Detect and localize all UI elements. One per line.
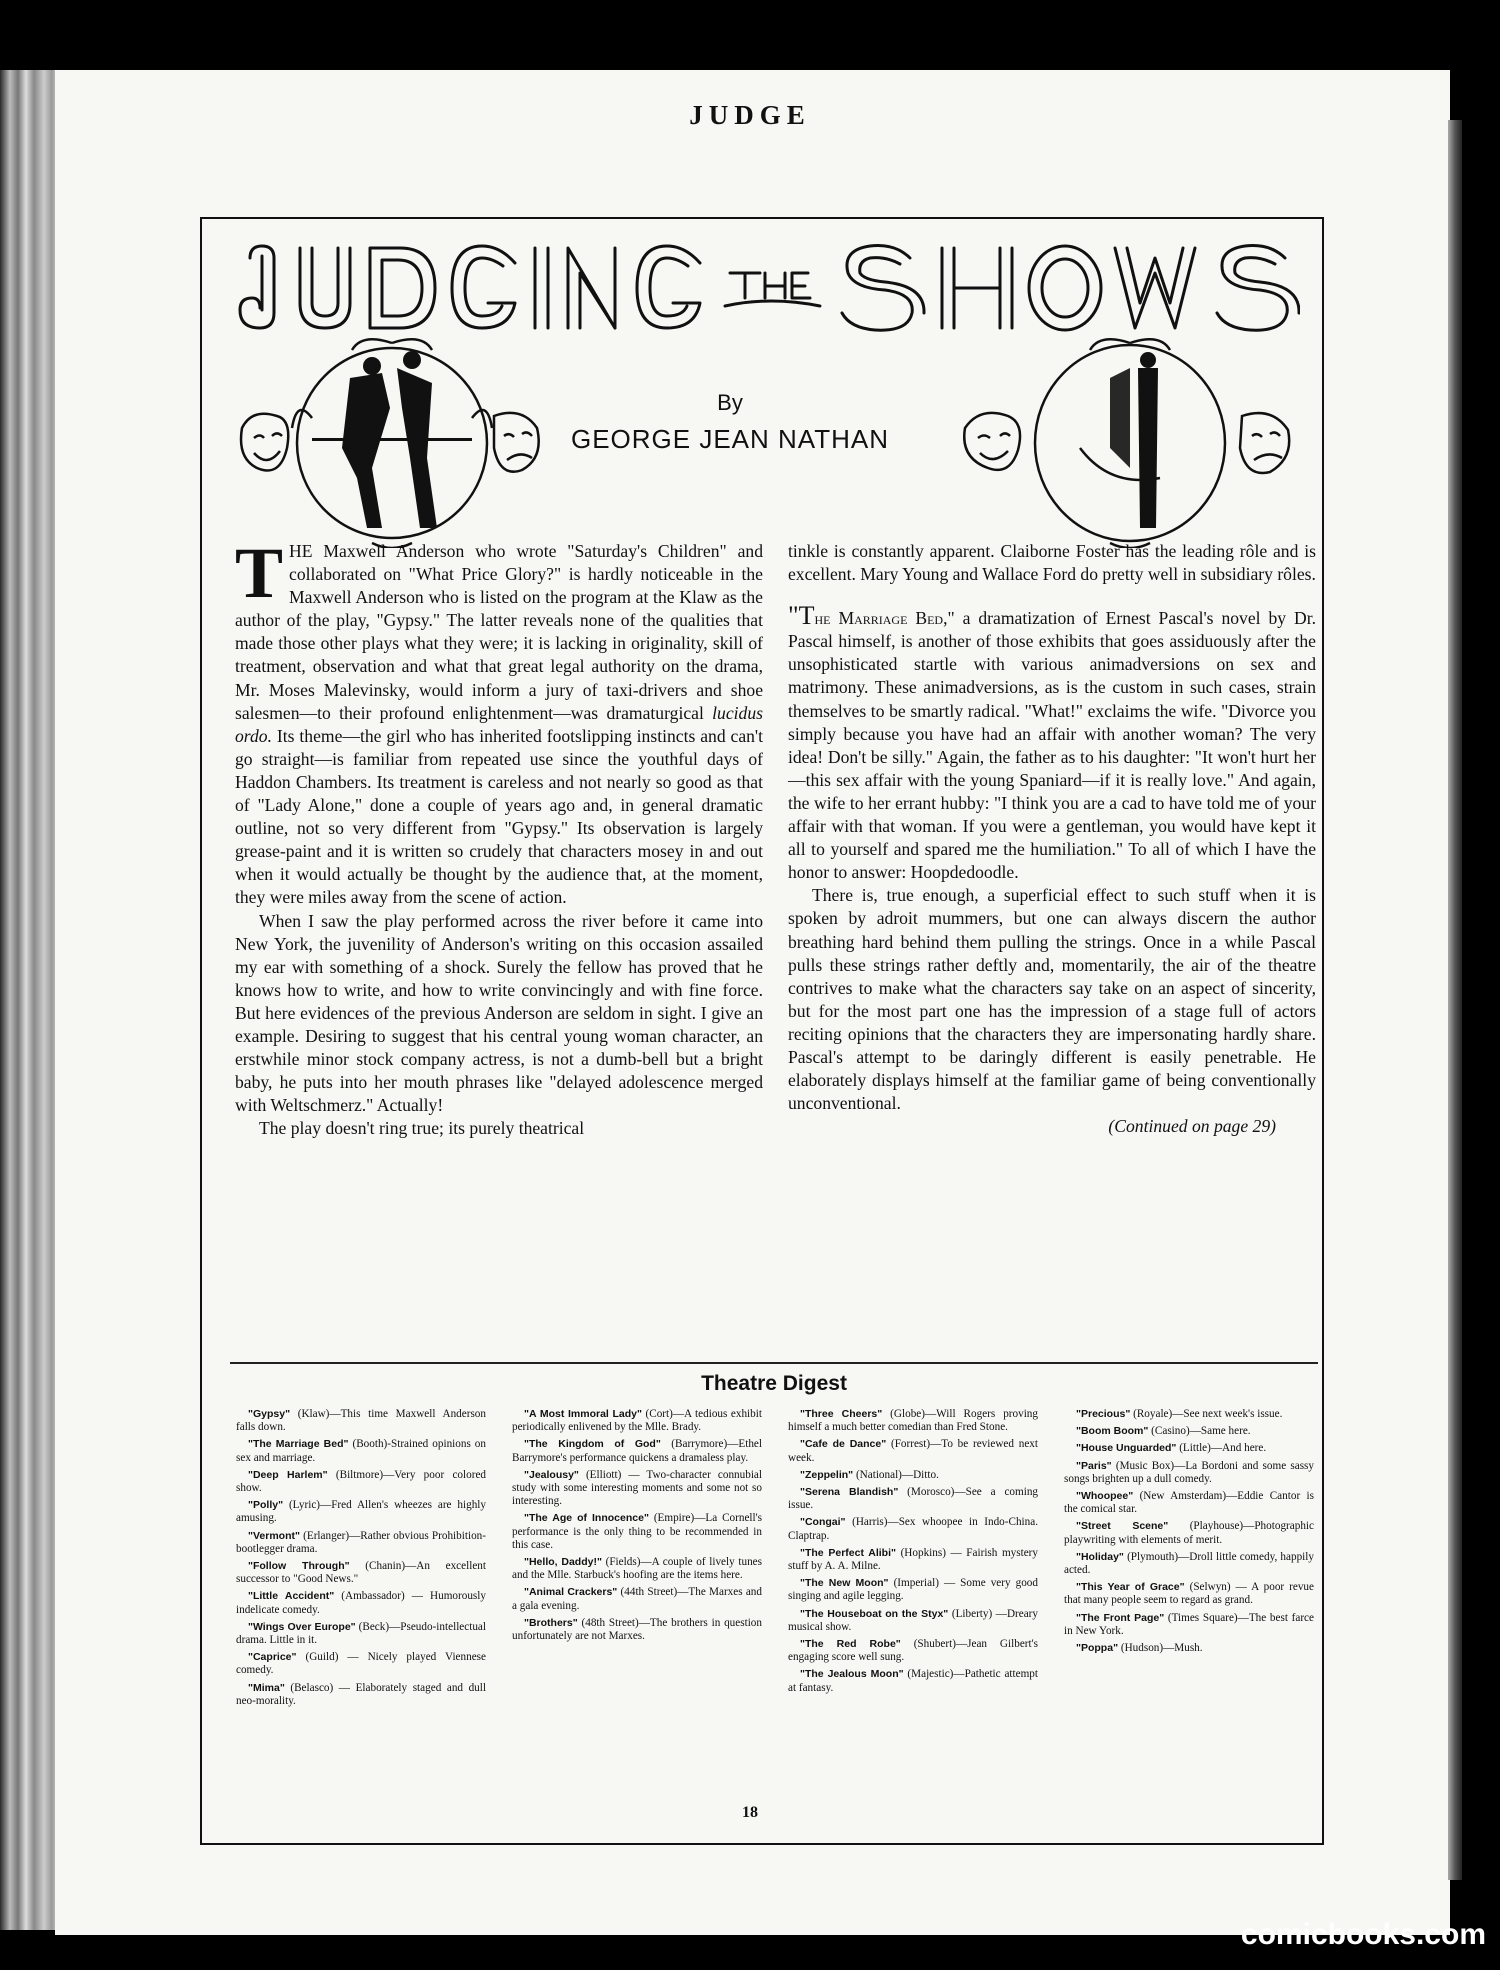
section-divider [230,1362,1318,1364]
paragraph: The play doesn't ring true; its purely theatrical [259,1118,585,1139]
left-dancers-vignette [232,338,550,548]
digest-entry [1064,1551,1314,1577]
digest-entry [512,1408,762,1434]
digest-column-2 [512,1408,762,1647]
show-title: "Wings Over Europe" [248,1620,356,1633]
show-summary: (Lyric)—Fred Allen's wheezes are highly amusing. [236,1499,486,1525]
show-summary: (48th Street)—The brothers in question unfortunately are not Marxes. [512,1616,762,1643]
show-title: "Little Accident" [248,1590,335,1603]
digest-entry [788,1516,1038,1542]
digest-entry [512,1617,762,1643]
show-title: "Gypsy" [248,1408,291,1420]
show-title: "Animal Crackers" [524,1586,618,1599]
show-summary: (Cort)—A tedious exhibit periodically enlivened by the Mlle. Brady. [512,1408,762,1434]
show-summary: (Plymouth)—Droll little comedy, happily acted. [1064,1550,1314,1577]
show-summary: (Elliott) — Two-character connubial study with some interesting moments and some not so interesting. [512,1468,762,1508]
digest-entry [1064,1442,1314,1455]
show-title: "Jealousy" [524,1468,579,1481]
show-title: "The Perfect Alibi" [800,1546,896,1559]
digest-entry [512,1586,762,1612]
digest-column-3 [788,1408,1038,1699]
paragraph: THE Maxwell Anderson who wrote "Saturday's Children" and collaborated on "What Price Glory?" is hardly noticeable in the Maxwell Anderson who is listed on the program at the Klaw as the author of the play, "Gypsy." The latter reveals none of the qualities that made those other plays what they were; it is lacking in originality, skill of treatment, observation and what that great legal authority on the drama, Mr. Moses Malevinsky, would inform a jury of taxi-drivers and shoe salesmen—to their profound enlightenment—was dramaturgical lucidus ordo. Its theme—the girl who has inherited footslipping instincts and can't go straight—is familiar from repeated use since the youthful days of Haddon Chambers. Its treatment is careless and not nearly so good as that of "Lady Alone," done a couple of years ago and, in general dramatic outline, not so very different from "Gypsy." Its observation is largely grease-paint and it is written so crudely that characters mosey in and out when it would actually be thought by the audience that, at the moment, they were miles away from the scene of action. [235,533,763,908]
byline-by: By [717,390,743,415]
show-title: "The Marriage Bed" [248,1438,349,1451]
digest-title: Theatre Digest [701,1372,847,1395]
show-summary: (Selwyn) — A poor revue that many people seem to regard as grand. [1064,1581,1314,1607]
show-title: "Street Scene" [1076,1520,1169,1533]
banner-title [230,228,1300,348]
show-title: "Zeppelin" [800,1468,854,1481]
paragraph: There is, true enough, a superficial effect to such stuff when it is spoken by adroit mummers, but one can always discern the author breathing hard behind them pulling the strings. Once in a while Pascal pulls these strings rather deftly and, momentarily, the air of the theatre contrives to make what the characters say take on an aspect of sincerity, but for the most part one has the impression of a stage full of actors reciting opinions that the characters they are impersonating hardly share. Pascal's attempt to be daringly different is easily penetrable. He elaborately displays himself at the familiar game of being conventionally unconventional. [788,885,1316,1114]
comedy-mask-icon [964,413,1020,470]
digest-entry [236,1651,486,1677]
show-title: "The New Moon" [800,1577,889,1590]
digest-entry [788,1577,1038,1603]
page-number: 18 [742,1804,758,1821]
byline [560,390,900,455]
digest-entry [512,1556,762,1582]
show-summary: (Majestic)—Pathetic attempt at fantasy. [788,1668,1038,1694]
show-title: "House Unguarded" [1076,1442,1177,1455]
show-summary: (Times Square)—The best farce in New York. [1064,1611,1314,1637]
show-title: "Whoopee" [1076,1490,1134,1503]
book-page-edges [0,70,60,1930]
show-title: "A Most Immoral Lady" [524,1408,642,1420]
show-summary: (Shubert)—Jean Gilbert's engaging score well sung. [788,1638,1038,1664]
show-title: "Three Cheers" [800,1408,883,1420]
digest-entry [236,1530,486,1556]
digest-entry [236,1469,486,1495]
show-title: "Follow Through" [248,1560,350,1573]
show-summary: (Playhouse)—Photographic playwriting with elements of merit. [1064,1520,1314,1546]
show-title: "Hello, Daddy!" [524,1556,602,1569]
digest-entry [788,1608,1038,1634]
right-dancers-vignette [960,338,1300,548]
digest-entry [1064,1612,1314,1638]
show-title: "Polly" [248,1499,284,1512]
watermark: comicbooks.com [1240,1918,1486,1951]
byline-author: GEORGE JEAN NATHAN [570,424,889,454]
show-title: "The Houseboat on the Styx" [800,1607,949,1620]
show-summary: (Globe)—Will Rogers proving himself a much better comedian than Fred Stone. [788,1408,1038,1434]
show-summary: (National)—Ditto. [853,1468,939,1481]
show-summary: (Klaw)—This time Maxwell Anderson falls down. [236,1408,486,1434]
show-summary: (Liberty) —Dreary musical show. [788,1607,1039,1633]
show-title: "The Jealous Moon" [800,1668,904,1681]
paragraph: tinkle is constantly apparent. Claiborne Foster has the leading rôle and is excellent. Mary Young and Wallace Ford do pretty well in subsidiary rôles. [788,541,1316,585]
binding-shadow [1448,120,1462,1880]
show-summary: (Little)—And here. [1176,1442,1267,1455]
digest-entry [236,1499,486,1525]
show-title: "Brothers" [524,1616,578,1629]
digest-entry [512,1512,762,1552]
digest-entry [512,1438,762,1464]
show-summary: (Music Box)—La Bordoni and some sassy songs brighten up a dull comedy. [1064,1459,1314,1485]
show-title: "Caprice" [248,1651,297,1664]
show-title: "The Red Robe" [800,1638,901,1651]
tragedy-mask-icon [1240,413,1289,473]
digest-entry [236,1438,486,1464]
digest-column-1 [236,1408,486,1712]
show-summary: (44th Street)—The Marxes and a gala evening. [512,1586,762,1612]
digest-column-4 [1064,1408,1314,1659]
tragedy-mask-icon [494,413,539,472]
show-title: "Vermont" [248,1529,300,1542]
digest-entry [788,1486,1038,1512]
show-summary: (Morosco)—See a coming issue. [788,1486,1039,1512]
comedy-mask-icon [241,414,288,471]
show-title: "The Front Page" [1076,1611,1165,1624]
digest-entry [236,1590,486,1616]
show-title: "Holiday" [1076,1550,1124,1563]
digest-entry [788,1438,1038,1464]
digest-entry [1064,1520,1314,1546]
show-summary: (Fields)—A couple of lively tunes and the Mlle. Starbuck's hoofing are the items here. [512,1556,762,1582]
show-title: "This Year of Grace" [1076,1581,1185,1594]
show-title: "Cafe de Dance" [800,1438,887,1451]
digest-entry [236,1408,486,1434]
show-summary: (Casino)—Same here. [1148,1425,1251,1438]
show-summary: (Forrest)—To be reviewed next week. [788,1438,1038,1464]
show-title: "Congai" [800,1516,846,1529]
digest-entry [512,1469,762,1509]
show-title: "The Kingdom of God" [524,1438,661,1451]
digest-entry [1064,1460,1314,1486]
digest-entry [1064,1425,1314,1438]
show-summary: (Booth)-Strained opinions on sex and marriage. [236,1438,486,1464]
show-summary: (Empire)—La Cornell's performance is the only thing to be recommended in this case. [512,1512,762,1551]
digest-entry [788,1668,1038,1694]
digest-entry [1064,1581,1314,1607]
show-summary: (Biltmore)—Very poor colored show. [236,1468,486,1495]
digest-entry [788,1408,1038,1434]
digest-entry [1064,1490,1314,1516]
digest-entry [236,1682,486,1708]
show-summary: (Hudson)—Mush. [1118,1642,1203,1655]
show-summary: (Harris)—Sex whoopee in Indo-China. Claptrap. [788,1516,1038,1542]
drop-cap: T [235,533,284,613]
paragraph: When I saw the play performed across the river before it came into New York, the juvenility of Anderson's writing on this occasion assailed my ear with something of a shock. Surely the fellow has proved that he knows how to write, and how to write convincingly and with fine force. But here evidences of the previous Anderson are seldom in sight. I give an example. Desiring to suggest that his central young woman character, an erstwhile minor stock company actress, is not a dumb-bell but a bright baby, he puts into her mouth phrases like "delayed adolescence merged with Weltschmerz." Actually! [235,910,763,1116]
show-title: "Paris" [1076,1459,1112,1472]
show-summary: (Imperial) — Some very good singing and agile legging. [788,1577,1038,1603]
paragraph: "The Marriage Bed," a dramatization of Ernest Pascal's novel by Dr. Pascal himself, is another of those exhibits that goes assiduously after the unsophisticated startle with various animadversions on sex and matrimony. These animadversions, as is the custom in such cases, strain themselves to be smartly radical. "What!" exclaims the wife. "Divorce you simply because you have had an affair with another woman? The very idea! Don't be silly." Again, the father as to his daughter: "It won't hurt her—this sex affair with the young Spaniard—if it is really love." And again, the wife to her errant hubby: "I think you are a cad to have told me of your affair with that woman. If you were a gentleman, you would have kept it all to yourself and spared me the humiliation." To all of which I have the honor to answer: Hoopdedoodle. [788,601,1317,883]
digest-entry [788,1638,1038,1664]
running-head: JUDGE [689,100,811,130]
show-summary: (Beck)—Pseudo-intellectual drama. Little in it. [236,1620,487,1647]
show-summary: (Guild) — Nicely played Viennese comedy. [236,1651,486,1677]
digest-entry [236,1560,486,1586]
digest-entry [788,1547,1038,1573]
show-summary: (Barrymore)—Ethel Barrymore's performance quickens a dramaless play. [512,1438,762,1464]
article-column-right [788,540,1316,1138]
show-title: "Mima" [248,1681,285,1694]
show-title: "Boom Boom" [1076,1425,1149,1438]
digest-entry [1064,1642,1314,1655]
show-summary: (Erlanger)—Rather obvious Prohibition-bootlegger drama. [236,1529,486,1555]
continued-note: (Continued on page 29) [1108,1116,1276,1137]
show-title: "Poppa" [1076,1642,1119,1655]
show-title: "Deep Harlem" [248,1468,328,1481]
digest-entry [788,1469,1038,1482]
show-title: "The Age of Innocence" [524,1512,649,1525]
show-summary: (Hopkins) — Fairish mystery stuff by A. A. Milne. [788,1546,1038,1573]
digest-entry [236,1621,486,1647]
show-summary: (New Amsterdam)—Eddie Cantor is the comical star. [1064,1490,1314,1516]
show-title: "Serena Blandish" [800,1486,899,1499]
article-column-left [235,533,763,1140]
show-summary: (Ambassador) — Humorously indelicate comedy. [236,1590,486,1616]
show-summary: (Chanin)—An excellent successor to "Good News." [236,1560,486,1586]
show-title: "Precious" [1076,1408,1131,1420]
digest-entry [1064,1408,1314,1421]
show-summary: (Belasco) — Elaborately staged and dull neo-morality. [236,1681,486,1707]
show-summary: (Royale)—See next week's issue. [1130,1408,1283,1420]
